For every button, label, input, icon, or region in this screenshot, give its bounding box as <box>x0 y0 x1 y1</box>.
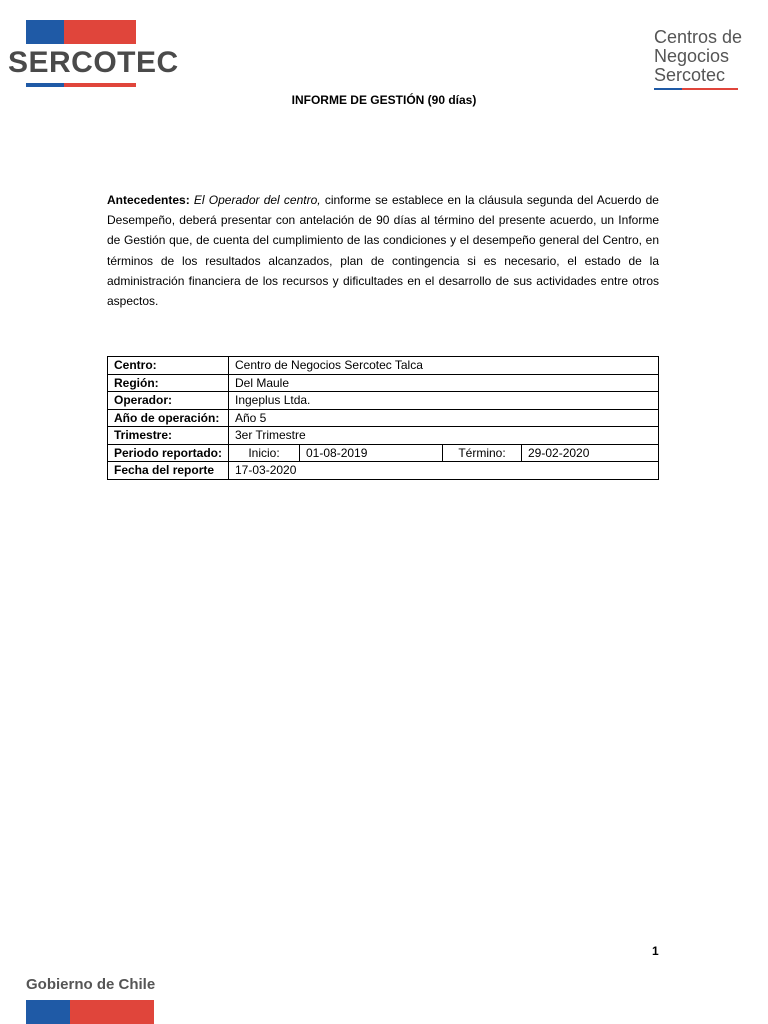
page-number: 1 <box>652 944 659 958</box>
centro-label: Centro: <box>108 357 229 375</box>
document-title: INFORME DE GESTIÓN (90 días) <box>291 93 477 107</box>
centros-de-negocios-logo <box>654 28 754 90</box>
table-row <box>108 374 659 392</box>
gobierno-text: Gobierno de Chile <box>26 976 156 993</box>
anio-label: Año de operación: <box>108 409 229 427</box>
table-row <box>108 409 659 427</box>
periodo-label: Periodo reportado: <box>108 444 229 462</box>
logo-underline <box>654 88 738 90</box>
logo-line-2: Negocios <box>654 46 730 66</box>
logo-line-1: Centros de <box>654 27 743 47</box>
antecedentes-label: Antecedentes: <box>107 193 190 207</box>
centro-value: Centro de Negocios Sercotec Talca <box>229 357 659 375</box>
sercotec-logo-text: SERCOTEC <box>8 46 179 79</box>
table-row <box>108 444 659 462</box>
sercotec-logo <box>8 20 179 90</box>
inicio-value: 01-08-2019 <box>300 444 443 462</box>
fecha-value: 17-03-2020 <box>229 462 659 480</box>
termino-label: Término: <box>443 444 522 462</box>
region-label: Región: <box>108 374 229 392</box>
table-row <box>108 392 659 410</box>
gobierno-flag-bar <box>26 1000 154 1024</box>
gobierno-de-chile-logo <box>26 976 156 1024</box>
trimestre-label: Trimestre: <box>108 427 229 445</box>
fecha-label: Fecha del reporte <box>108 462 229 480</box>
operador-value: Ingeplus Ltda. <box>229 392 659 410</box>
logo-line-3: Sercotec <box>654 65 726 85</box>
logo-flag-bar <box>26 20 136 44</box>
table-row <box>108 357 659 375</box>
anio-value: Año 5 <box>229 409 659 427</box>
antecedentes-italic: El Operador del centro, <box>193 193 321 207</box>
antecedentes-paragraph <box>107 190 659 311</box>
table-row <box>108 462 659 480</box>
trimestre-value: 3er Trimestre <box>229 427 659 445</box>
inicio-label: Inicio: <box>229 444 300 462</box>
termino-value: 29-02-2020 <box>522 444 659 462</box>
antecedentes-text: cinforme se establece en la cláusula segunda del Acuerdo de Desempeño, deberá presentar con antelación de 90 días al término del presente acuerdo, un Informe de Gestión que, de cuenta del cumplimiento de las condiciones y el desempeño general del Centro, en términos de los resultados alcanzados, plan de contingencia si es necesario, el estado de la administración financiera de los recursos y dificultades en el desarrollo de sus actividades entre otros aspectos. <box>107 193 659 309</box>
region-value: Del Maule <box>229 374 659 392</box>
info-table <box>107 356 659 480</box>
table-row <box>108 427 659 445</box>
logo-underline <box>26 83 136 87</box>
operador-label: Operador: <box>108 392 229 410</box>
